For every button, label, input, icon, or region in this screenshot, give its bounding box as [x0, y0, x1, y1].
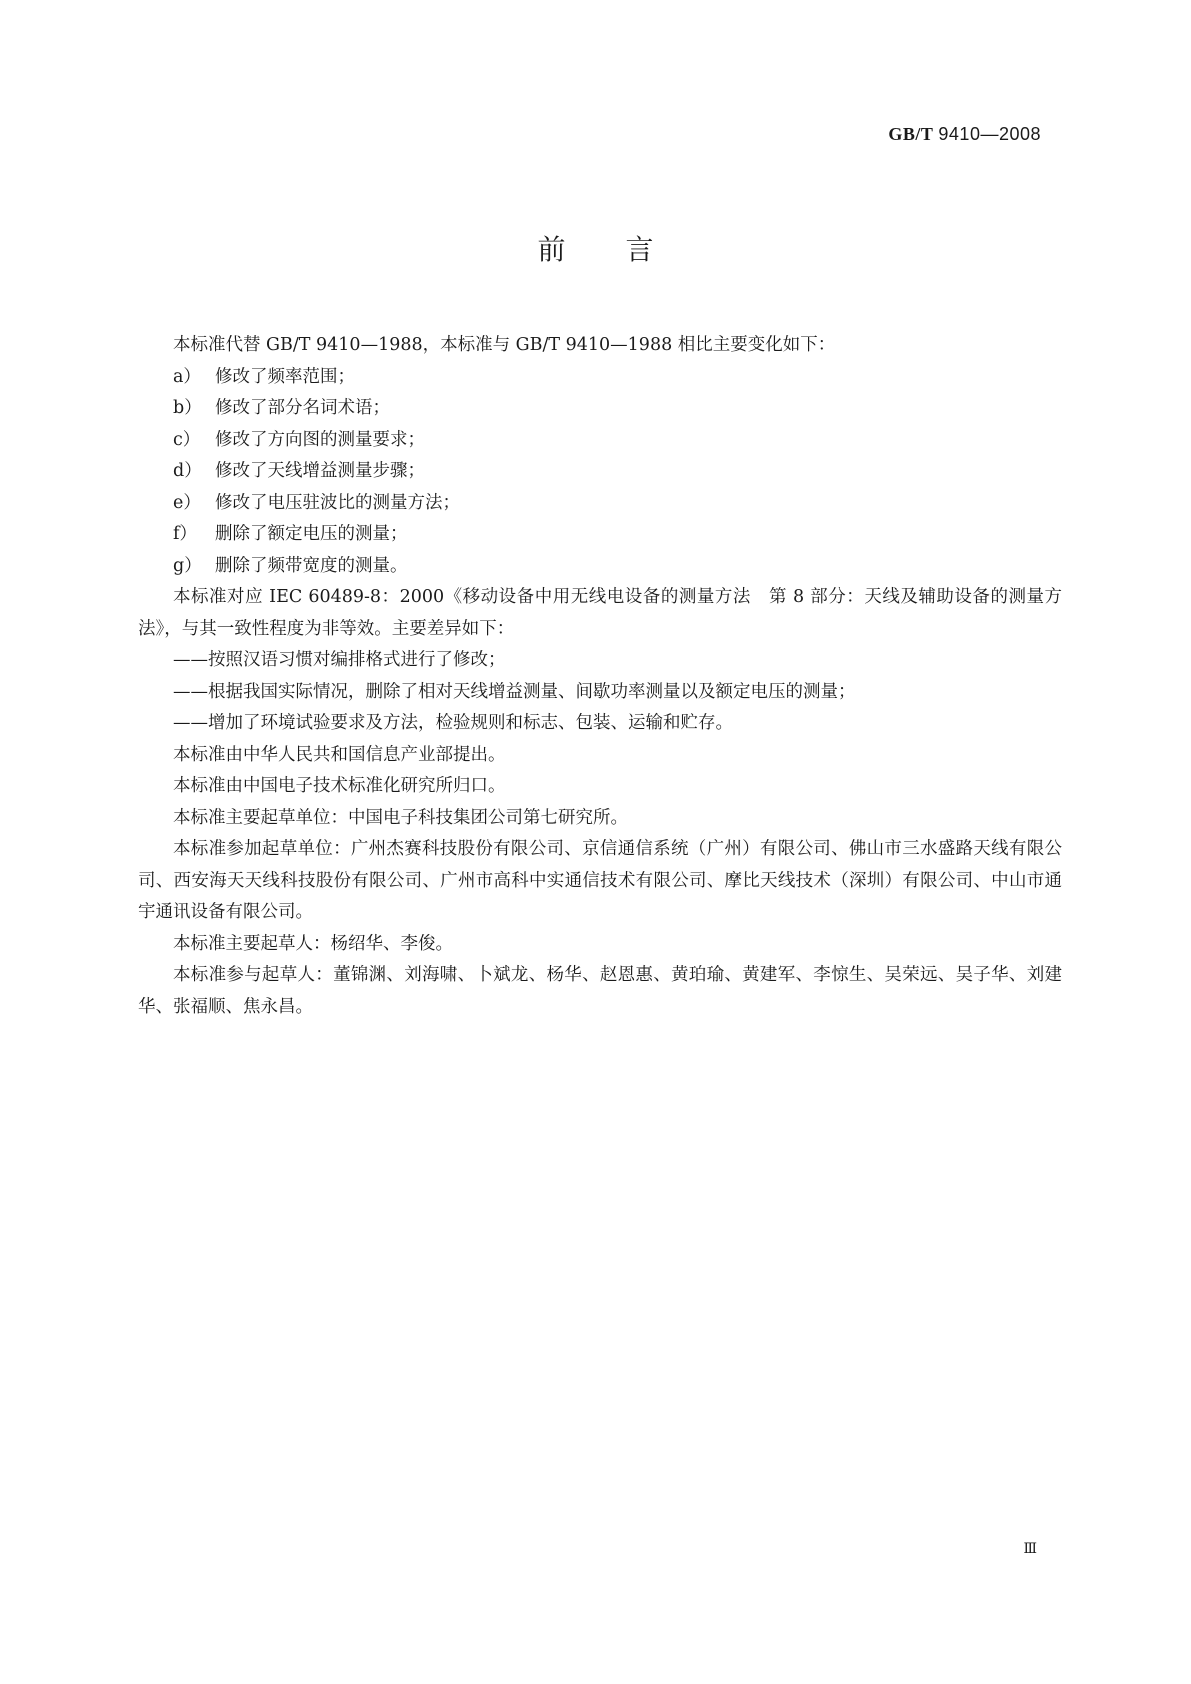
- main-drafting-unit-paragraph: 本标准主要起草单位：中国电子科技集团公司第七研究所。: [173, 807, 628, 828]
- change-item-text: 修改了电压驻波比的测量方法；: [215, 492, 460, 513]
- page-title: 前言: [537, 233, 714, 266]
- change-item-mark: g）: [173, 555, 202, 576]
- standard-code: [888, 124, 1041, 145]
- change-item: [138, 551, 1062, 583]
- change-item-text: 修改了频率范围；: [215, 366, 355, 387]
- change-item-text: 修改了方向图的测量要求；: [215, 429, 425, 450]
- change-item: [138, 393, 1062, 425]
- change-item-mark: f）: [173, 524, 197, 544]
- main-drafters-paragraph: 本标准主要起草人：杨绍华、李俊。: [173, 933, 453, 954]
- change-item-text: 删除了频带宽度的测量。: [215, 555, 408, 576]
- correspondence-paragraph: 本标准对应 IEC 60489-8：2000《移动设备中用无线电设备的测量方法 第 8 部分：天线及辅助设备的测量方法》，与其一致性程度为非等效。主要差异如下：: [138, 587, 1062, 639]
- difference-item: ——增加了环境试验要求及方法，检验规则和标志、包装、运输和贮存。: [173, 713, 733, 733]
- change-item-mark: e）: [173, 492, 201, 513]
- change-item-text: 删除了额定电压的测量；: [215, 524, 408, 544]
- foreword-body: [138, 330, 1062, 1023]
- change-item-mark: c）: [173, 429, 201, 450]
- change-item: [138, 362, 1062, 394]
- change-item-mark: b）: [173, 398, 202, 418]
- page-number: Ⅲ: [1023, 1542, 1036, 1557]
- change-item: [138, 425, 1062, 457]
- change-item-text: 修改了天线增益测量步骤；: [215, 461, 425, 481]
- change-item: [138, 488, 1062, 520]
- centralized-by-paragraph: 本标准由中国电子技术标准化研究所归口。: [173, 776, 506, 796]
- intro-paragraph: 本标准代替 GB/T 9410—1988，本标准与 GB/T 9410—1988 相比主要变化如下：: [173, 335, 836, 355]
- change-item: [138, 456, 1062, 488]
- standard-code-number: 9410—2008: [938, 124, 1041, 144]
- standard-code-prefix: GB/T: [888, 124, 934, 144]
- change-item-mark: a）: [173, 366, 201, 387]
- participating-units-paragraph: 本标准参加起草单位：广州杰赛科技股份有限公司、京信通信系统（广州）有限公司、佛山市三水盛路天线有限公司、西安海天天线科技股份有限公司、广州市高科中实通信技术有限公司、摩比天线技术（深圳）有限公司、中山市通宇通讯设备有限公司。: [138, 839, 1062, 922]
- proposed-by-paragraph: 本标准由中华人民共和国信息产业部提出。: [173, 744, 506, 765]
- change-item: [138, 519, 1062, 551]
- change-item-text: 修改了部分名词术语；: [215, 398, 390, 418]
- difference-item: ——根据我国实际情况，删除了相对天线增益测量、间歇功率测量以及额定电压的测量；: [173, 681, 856, 702]
- change-item-mark: d）: [173, 461, 202, 481]
- difference-item: ——按照汉语习惯对编排格式进行了修改；: [173, 650, 506, 670]
- participating-drafters-paragraph: 本标准参与起草人：董锦渊、刘海啸、卜斌龙、杨华、赵恩惠、黄珀瑜、黄建军、李惊生、吴荣远、吴子华、刘建华、张福顺、焦永昌。: [138, 965, 1062, 1017]
